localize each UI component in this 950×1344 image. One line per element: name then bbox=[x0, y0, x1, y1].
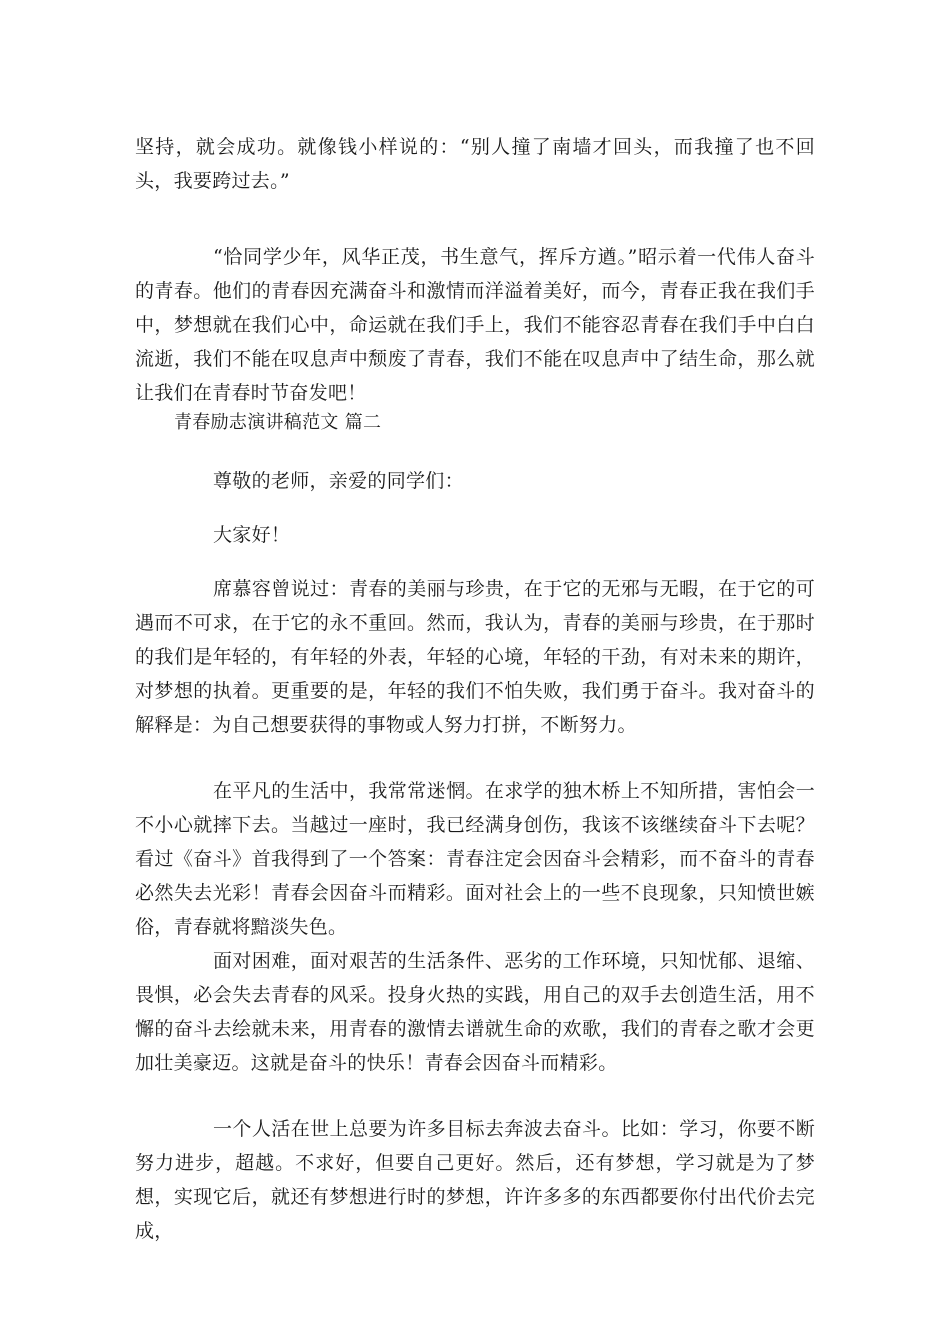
paragraph-4: 在平凡的生活中，我常常迷惘。在求学的独木桥上不知所措，害怕会一不小心就摔下去。当越过一座时，我已经满身创伤，我该不该继续奋斗下去呢？看过《奋斗》首我得到了一个答案：青春注定会因奋斗会精彩，而不奋斗的青春必然失去光彩！青春会因奋斗而精彩。面对社会上的一些不良现象，只知愤世嫉俗，青春就将黯淡失色。 bbox=[135, 780, 815, 938]
section-heading: 青春励志演讲稿范文 篇二 bbox=[174, 412, 382, 433]
paragraph-6: 一个人活在世上总要为许多目标去奔波去奋斗。比如：学习，你要不断努力进步，超越。不求好，但要自己更好。然后，还有梦想，学习就是为了梦想，实现它后，就还有梦想进行时的梦想，许许多多的东西都要你付出代价去完成， bbox=[135, 1118, 815, 1242]
paragraph-3: 席慕容曾说过：青春的美丽与珍贵，在于它的无邪与无暇，在于它的可遇而不可求，在于它的永不重回。然而，我认为，青春的美丽与珍贵，在于那时的我们是年轻的，有年轻的外表，年轻的心境，年轻的干劲，有对未来的期许，对梦想的执着。更重要的是，年轻的我们不怕失败，我们勇于奋斗。我对奋斗的解释是：为自己想要获得的事物或人努力打拼，不断努力。 bbox=[135, 578, 815, 736]
paragraph-2: “恰同学少年，风华正茂，书生意气，挥斥方遒。”昭示着一代伟人奋斗的青春。他们的青春因充满奋斗和激情而洋溢着美好，而今，青春正我在我们手中，梦想就在我们心中，命运就在我们手上，我们不能容忍青春在我们手中白白流逝，我们不能在叹息声中颓废了青春，我们不能在叹息声中了结生命，那么就让我们在青春时节奋发吧！ bbox=[135, 246, 815, 404]
salutation: 尊敬的老师，亲爱的同学们： bbox=[213, 470, 464, 492]
paragraph-1: 坚持，就会成功。就像钱小样说的：“别人撞了南墙才回头，而我撞了也不回头，我要跨过去。” bbox=[135, 136, 815, 192]
paragraph-5: 面对困难，面对艰苦的生活条件、恶劣的工作环境，只知忧郁、退缩、畏惧，必会失去青春的风采。投身火热的实践，用自己的双手去创造生活，用不懈的奋斗去绘就未来，用青春的激情去谱就生命的欢歌，我们的青春之歌才会更加壮美豪迈。这就是奋斗的快乐！青春会因奋斗而精彩。 bbox=[135, 950, 815, 1074]
greeting: 大家好！ bbox=[213, 524, 291, 546]
